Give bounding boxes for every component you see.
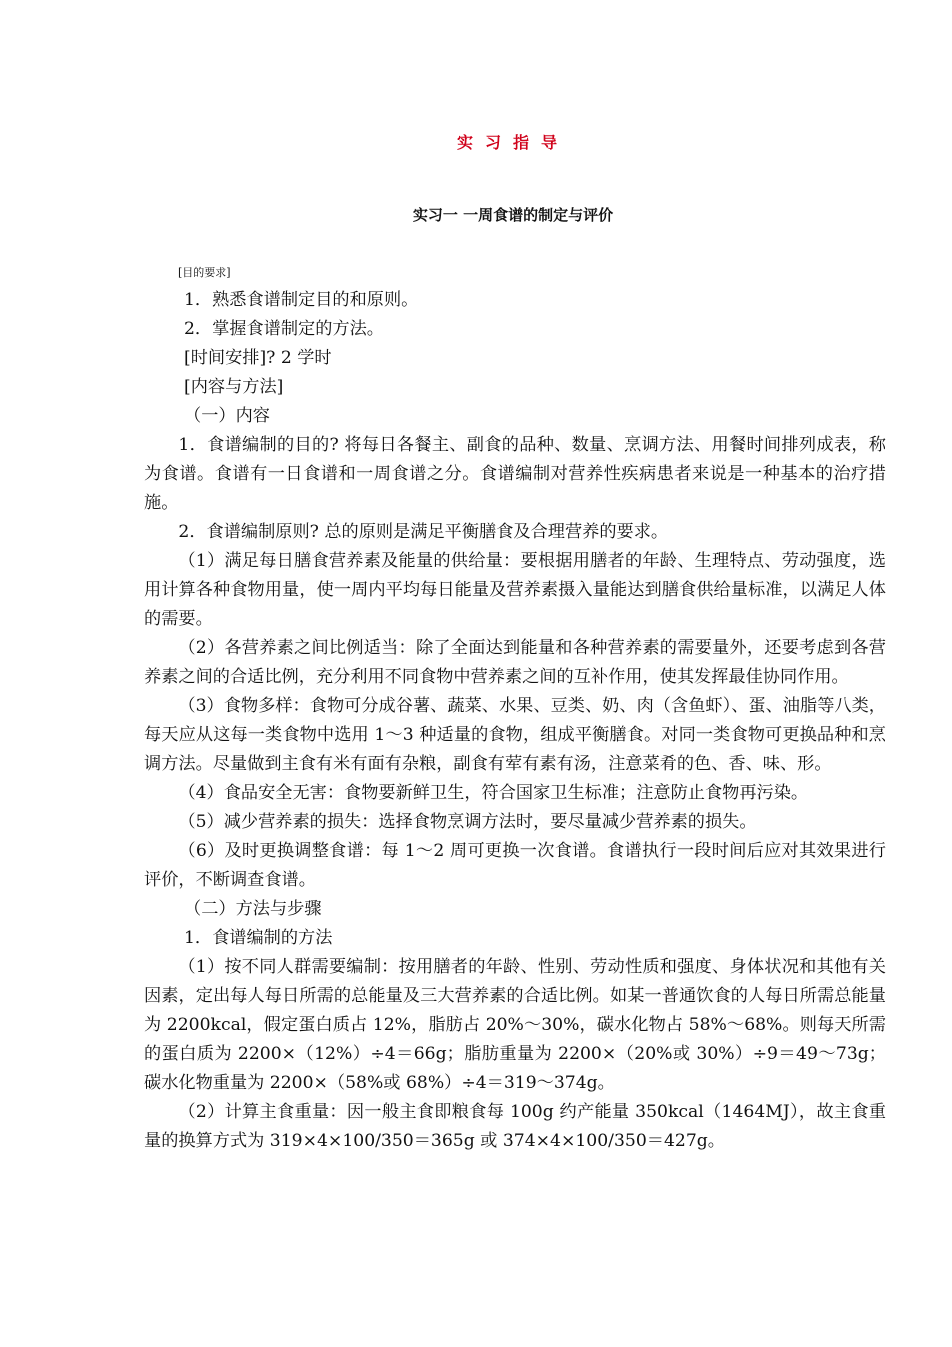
paragraph-method-2: （2）计算主食重量：因一般主食即粮食每 100g 约产能量 350kcal（1464MJ），故主食重量的换算方式为 319×4×100/350＝365g 或 374×4×100/350＝427g。 [144,1102,886,1151]
page-title: 实习指导 [456,133,569,152]
section-title: 实习一 一周食谱的制定与评价 [412,206,614,224]
document-body [144,263,886,1156]
paragraph-principle-1: （1）满足每日膳食营养素及能量的供给量：要根据用膳者的年龄、生理特点、劳动强度，选用计算各种食物用量，使一周内平均每日能量及营养素摄入量能达到膳食供给量标准，以满足人体的需要。 [144,551,886,629]
paragraph-principle-5: （5）减少营养素的损失：选择食物烹调方法时，要尽量减少营养素的损失。 [178,812,757,832]
paragraph-principle-6: （6）及时更换调整食谱：每 1～2 周可更换一次食谱。食谱执行一段时间后应对其效果进行评价，不断调查食谱。 [144,841,886,890]
heading-method-1: 1．食谱编制的方法 [184,928,333,948]
heading-content: （一）内容 [184,406,270,426]
paragraph-time: [时间安排]? 2 学时 [184,348,332,368]
paragraph-principle-3: （3）食物多样：食物可分成谷薯、蔬菜、水果、豆类、奶、肉（含鱼虾）、蛋、油脂等八类，每天应从这每一类食物中选用 1～3 种适量的食物，组成平衡膳食。对同一类食物可更换品种和烹调方法。尽量做到主食有米有面有杂粮，副食有荤有素有汤，注意菜肴的色、香、味、形。 [144,696,886,774]
paragraph-content-methods: [内容与方法] [184,377,284,397]
goal-label: [目的要求] [178,266,231,279]
heading-methods: （二）方法与步骤 [184,899,322,919]
paragraph-purpose: 1．食谱编制的目的? 将每日各餐主、副食的品种、数量、烹调方法、用餐时间排列成表，称为食谱。食谱有一日食谱和一周食谱之分。食谱编制对营养性疾病患者来说是一种基本的治疗措施。 [144,435,886,513]
paragraph-goal-2: 2．掌握食谱制定的方法。 [184,319,384,339]
paragraph-principle-2: （2）各营养素之间比例适当：除了全面达到能量和各种营养素的需要量外，还要考虑到各营养素之间的合适比例，充分利用不同食物中营养素之间的互补作用，使其发挥最佳协同作用。 [144,638,886,687]
paragraph-principle: 2．食谱编制原则? 总的原则是满足平衡膳食及合理营养的要求。 [178,522,669,542]
paragraph-method-1: （1）按不同人群需要编制：按用膳者的年龄、性别、劳动性质和强度、身体状况和其他有关因素，定出每人每日所需的总能量及三大营养素的合适比例。如某一普通饮食的人每日所需总能量为 2200kcal，假定蛋白质占 12%，脂肪占 20%～30%，碳水化物占 58%～68%。则每天所需的蛋白质为 2200×（12%）÷4＝66g；脂肪重量为 2200×（20%或 30%）÷9＝49～73g；碳水化物重量为 2200×（58%或 68%）÷4＝319～374g。 [144,957,886,1093]
paragraph-goal-1: 1．熟悉食谱制定目的和原则。 [184,290,419,310]
paragraph-principle-4: （4）食品安全无害：食物要新鲜卫生，符合国家卫生标准；注意防止食物再污染。 [178,783,809,803]
